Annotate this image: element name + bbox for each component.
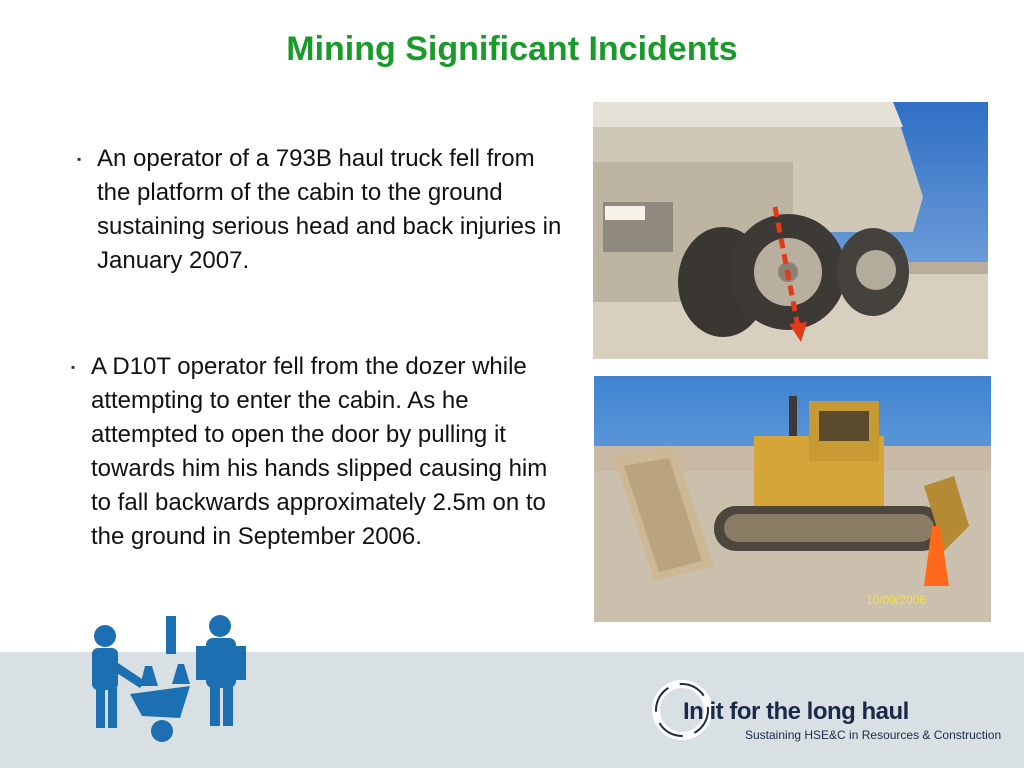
bullet-marker: ▪ [71,360,76,374]
bullet-text: An operator of a 793B haul truck fell from the platform of the cabin to the ground sustaining serious head and back injuries in January 2007. [97,145,562,274]
bullet-text: A D10T operator fell from the dozer while attempting to enter the cabin. As he attempted to open the door by pulling it towards him his hands slipped causing him to fall backwards approximately 2.5m on to the ground in September 2006. [91,353,548,550]
workers-silhouette-icon [70,606,260,756]
brand-tagline: In it for the long haul [683,698,909,725]
haul-truck-photo [593,102,988,359]
slide-title: Mining Significant Incidents [286,30,738,68]
bullet-marker: ▪ [77,152,82,166]
dozer-photo [594,376,991,622]
bullet-dozer [71,350,571,554]
brand-subtagline: Sustaining HSE&C in Resources & Construction [745,728,1002,742]
bullet-haul-truck [77,142,567,278]
photo-date-stamp: 10/09/2006 [866,593,927,607]
